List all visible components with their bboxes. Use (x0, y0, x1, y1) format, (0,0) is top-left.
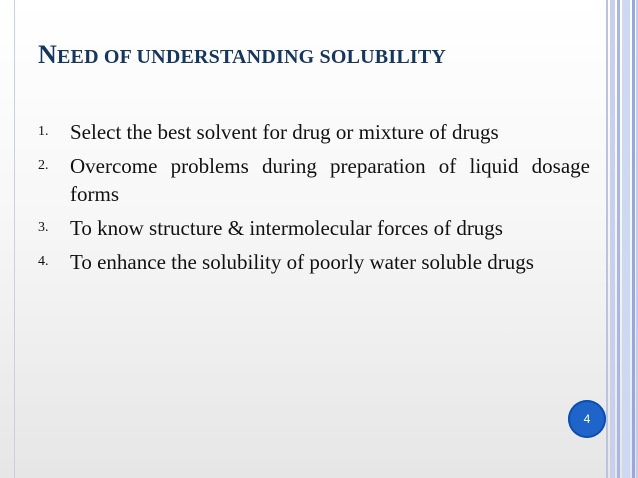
list-item (38, 152, 590, 208)
frame-stripe (606, 0, 608, 478)
list-item-text: To know structure & intermolecular forces of drugs (70, 216, 503, 240)
list-item-text: Overcome problems during preparation of liquid dosage forms (70, 154, 590, 206)
frame-stripe (622, 0, 630, 478)
list-item-number: 2. (38, 158, 49, 173)
bullet-list (38, 118, 590, 282)
list-item (38, 248, 590, 276)
list-item-text: To enhance the solubility of poorly water soluble drugs (70, 250, 534, 274)
frame-stripe (617, 0, 620, 478)
list-item (38, 118, 590, 146)
slide-title-initial: N (38, 40, 57, 69)
frame-stripe (610, 0, 615, 478)
frame-stripe (632, 0, 635, 478)
list-item-number: 4. (38, 254, 49, 269)
slide-frame-left-line (14, 0, 15, 478)
page-number-badge (568, 400, 606, 438)
page-number: 4 (583, 412, 591, 426)
slide-title-rest: EED OF UNDERSTANDING SOLUBILITY (56, 46, 447, 68)
list-item-number: 3. (38, 220, 49, 235)
slide-title (38, 40, 578, 70)
list-item-number: 1. (38, 124, 49, 139)
list-item (38, 214, 590, 242)
slide-frame-right-stripes (606, 0, 638, 478)
list-item-text: Select the best solvent for drug or mixture of drugs (70, 120, 499, 144)
